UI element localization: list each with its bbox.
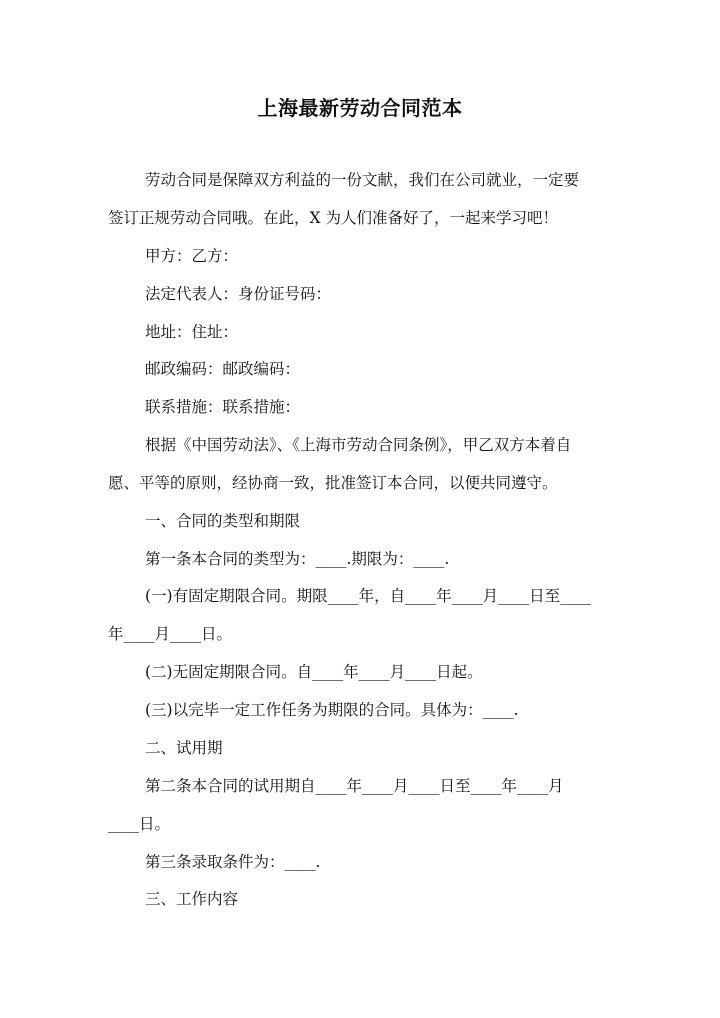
paragraph-line: (三)以完毕一定工作任务为期限的合同。具体为：____. (145, 701, 519, 719)
paragraph-line: 法定代表人：身份证号码： (145, 285, 332, 303)
paragraph-line: 地址：住址： (145, 323, 239, 341)
paragraph-line: ____日。 (108, 815, 171, 833)
paragraph-line: 邮政编码：邮政编码： (145, 360, 301, 378)
document-title: 上海最新劳动合同范本 (257, 96, 463, 120)
section-heading: 二、试用期 (145, 739, 223, 757)
paragraph-line: 甲方：乙方： (145, 247, 239, 265)
paragraph-line: 第一条本合同的类型为：____.期限为：____. (145, 550, 450, 568)
paragraph-line: 劳动合同是保障双方利益的一份文献，我们在公司就业，一定要 (145, 171, 580, 189)
paragraph-line: (二)无固定期限合同。自____年____月____日起。 (145, 663, 483, 681)
paragraph-line: (一)有固定期限合同。期限____年，自____年____月____日至____ (145, 587, 592, 605)
section-heading: 一、合同的类型和期限 (145, 512, 301, 530)
paragraph-line: 年____月____日。 (108, 625, 233, 643)
paragraph-line: 联系措施：联系措施： (145, 398, 301, 416)
paragraph-line: 第三条录取条件为：____. (145, 853, 321, 871)
paragraph-line: 签订正规劳动合同哦。在此，X 为人们准备好了，一起来学习吧！ (108, 209, 558, 227)
paragraph-line: 愿、平等的原则，经协商一致，批准签订本合同，以便共同遵守。 (108, 474, 558, 492)
paragraph-line: 第二条本合同的试用期自____年____月____日至____年____月 (145, 777, 564, 795)
paragraph-line: 根据《中国劳动法》、《上海市劳动合同条例》，甲乙双方本着自 (145, 436, 572, 454)
section-heading: 三、工作内容 (145, 890, 239, 908)
